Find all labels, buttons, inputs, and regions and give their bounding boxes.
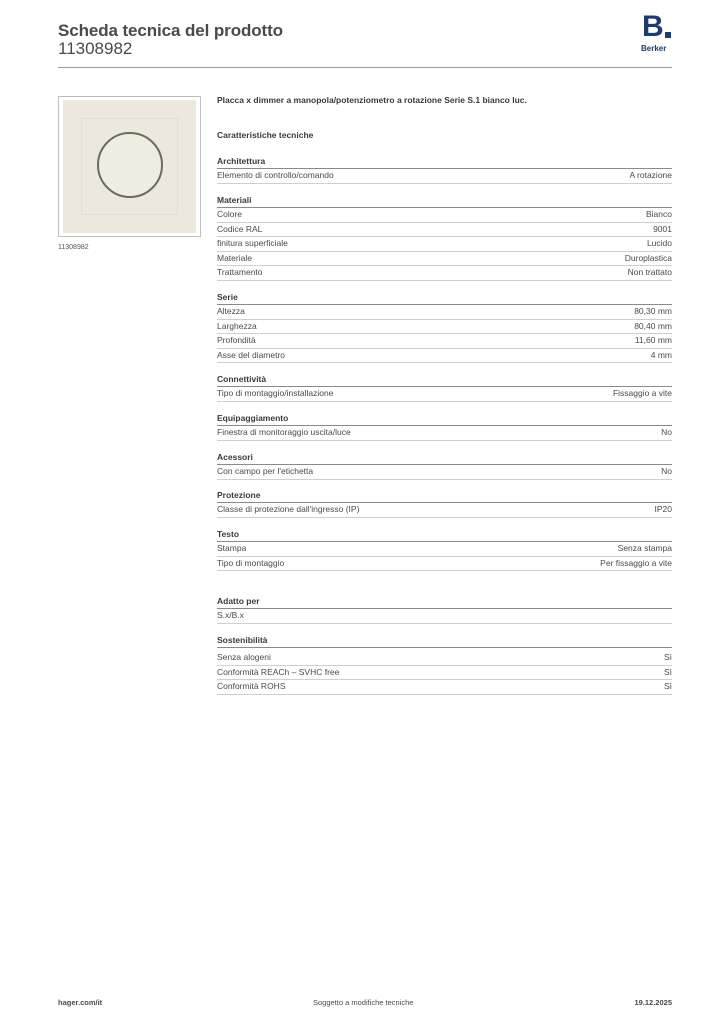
spec-label: Colore	[217, 209, 243, 219]
spec-value: IP20	[654, 504, 672, 514]
spec-row	[217, 426, 672, 441]
spec-value: Sì	[663, 652, 672, 662]
spec-value: 11,60 mm	[634, 335, 672, 345]
spec-label: Conformità ROHS	[217, 681, 286, 691]
product-description: Placca x dimmer a manopola/potenziometro a rotazione Serie S.1 bianco luc.	[217, 95, 527, 105]
spec-label: Classe di protezione dall'ingresso (IP)	[217, 504, 360, 514]
spec-row	[217, 237, 672, 252]
spec-row	[217, 320, 672, 335]
spec-label: Larghezza	[217, 320, 257, 331]
spec-label: Asse del diametro	[217, 349, 286, 360]
spec-label: Stampa	[217, 543, 247, 553]
spec-value: Sì	[663, 681, 672, 691]
spec-label: Trattamento	[217, 267, 263, 277]
section-title-testo: Testo	[217, 529, 240, 539]
spec-row	[217, 503, 672, 518]
section-title-serie: Serie	[217, 292, 238, 302]
dimmer-knob	[97, 132, 163, 198]
section-title-sostenibilita: Sostenibilità	[217, 635, 268, 645]
footer-website-link[interactable]: hager.com/it	[58, 998, 103, 1007]
section-title-materiali: Materiali	[217, 195, 252, 205]
spec-label: Tipo di montaggio	[217, 557, 285, 568]
spec-value: Fissaggio a vite	[612, 388, 672, 398]
spec-row	[217, 334, 672, 349]
footer-note: Soggetto a modifiche tecniche	[313, 998, 414, 1007]
spec-row	[217, 305, 672, 320]
section-title-equipaggiamento: Equipaggiamento	[217, 413, 289, 423]
spec-label: Tipo di montaggio/installazione	[217, 388, 334, 398]
section-title-acessori: Acessori	[217, 452, 253, 462]
spec-value: A rotazione	[629, 170, 672, 180]
spec-value: 80,30 mm	[634, 306, 672, 316]
section-title-connettivita: Connettività	[217, 374, 267, 384]
spec-value: Lucido	[646, 238, 672, 248]
spec-label: Materiale	[217, 252, 252, 263]
spec-label: Con campo per l'etichetta	[217, 466, 314, 476]
spec-label: S.x/B.x	[217, 610, 244, 620]
spec-row	[217, 266, 672, 281]
footer-date: 19.12.2025	[634, 998, 672, 1007]
logo-text: Berker	[641, 44, 667, 53]
spec-row	[217, 208, 672, 223]
spec-value: 4 mm	[650, 349, 672, 360]
spec-label: Codice RAL	[217, 223, 263, 234]
image-caption: 11308982	[58, 244, 89, 251]
spec-row	[217, 557, 672, 572]
spec-value: Non trattato	[627, 267, 672, 277]
page-title: Scheda tecnica del prodotto	[58, 21, 283, 40]
tech-specs-title: Caratteristiche tecniche	[217, 130, 314, 140]
spec-row	[217, 542, 672, 557]
spec-value: No	[661, 427, 672, 437]
spec-value: Sì	[663, 666, 672, 677]
spec-row	[217, 651, 672, 666]
berker-logo	[638, 10, 674, 56]
spec-value: Senza stampa	[617, 543, 672, 553]
spec-label: Finestra di monitoraggio uscita/luce	[217, 427, 351, 437]
spec-label: Profondità	[217, 335, 256, 345]
spec-value: No	[661, 466, 672, 476]
spec-row	[217, 252, 672, 267]
spec-label: finitura superficiale	[217, 238, 288, 248]
product-image	[58, 96, 201, 237]
dimmer-plate	[63, 100, 196, 233]
spec-row	[217, 680, 672, 695]
header-divider	[58, 67, 672, 68]
logo-letter: B	[642, 10, 664, 43]
spec-row	[217, 465, 672, 480]
spec-label: Elemento di controllo/comando	[217, 170, 334, 180]
spec-value: Duroplastica	[624, 252, 672, 263]
spec-row	[217, 666, 672, 681]
spec-row	[217, 169, 672, 184]
spec-row	[217, 349, 672, 364]
spec-label: Conformità REACh – SVHC free	[217, 666, 340, 677]
spec-label: Altezza	[217, 306, 245, 316]
product-code: 11308982	[58, 39, 133, 58]
spec-row	[217, 609, 672, 624]
spec-value: 80,40 mm	[634, 320, 672, 331]
section-title-protezione: Protezione	[217, 490, 261, 500]
spec-label: Senza alogeni	[217, 652, 271, 662]
spec-row	[217, 223, 672, 238]
section-divider	[217, 647, 672, 648]
spec-value: 9001	[653, 223, 672, 234]
spec-value: Bianco	[646, 209, 672, 219]
spec-row	[217, 387, 672, 402]
section-title-architettura: Architettura	[217, 156, 266, 166]
section-title-adatto-per: Adatto per	[217, 596, 260, 606]
spec-value: Per fissaggio a vite	[600, 557, 672, 568]
logo-dot	[665, 32, 671, 38]
